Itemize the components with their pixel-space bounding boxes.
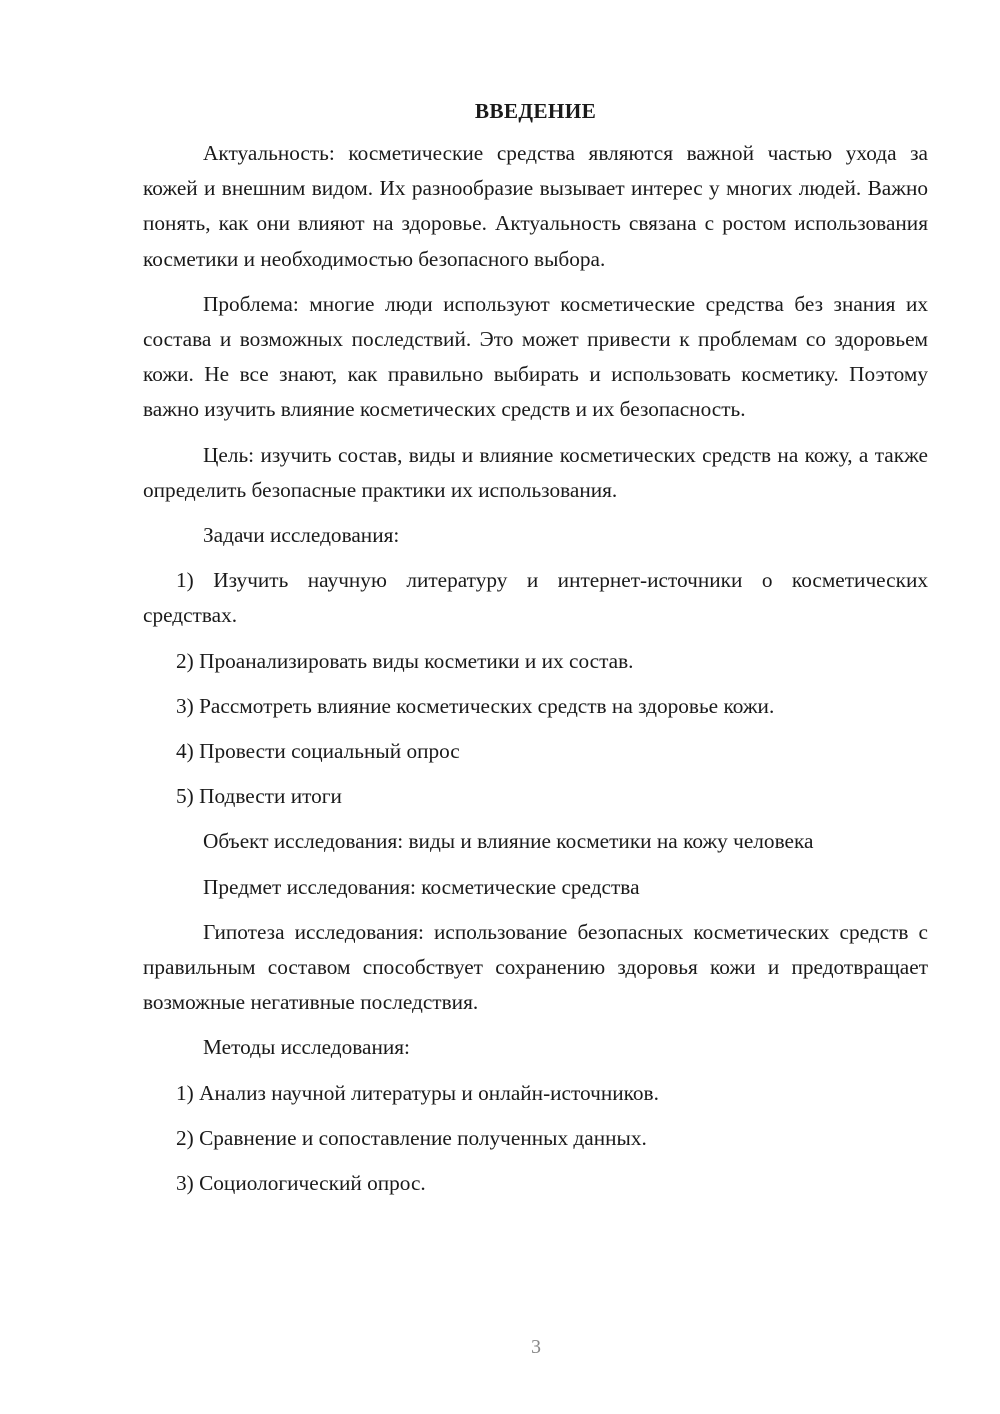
- tasks-heading: Задачи исследования:: [203, 523, 400, 548]
- subject-line: Предмет исследования: косметические средства: [203, 874, 640, 899]
- relevance-paragraph: Актуальность: косметические средства являются важной частью ухода за кожей и внешним видом. Их разнообразие вызывает интерес у многих людей. Важно понять, как они влияют на здоровье. Актуальность связана с ростом использования косметики и необходимостью безопасного выбора.: [143, 141, 928, 271]
- method-item: 2) Сравнение и сопоставление полученных данных.: [176, 1125, 647, 1150]
- task-item: 5) Подвести итоги: [176, 784, 342, 809]
- page-body: [143, 96, 928, 1211]
- task-item: 2) Проанализировать виды косметики и их состав.: [176, 648, 634, 673]
- page-number: 3: [531, 1336, 541, 1358]
- method-item: 1) Анализ научной литературы и онлайн-источников.: [176, 1080, 659, 1105]
- task-item: 4) Провести социальный опрос: [176, 739, 460, 764]
- task-item: 3) Рассмотреть влияние косметических средств на здоровье кожи.: [176, 693, 775, 718]
- methods-heading: Методы исследования:: [203, 1035, 410, 1060]
- object-line: Объект исследования: виды и влияние косметики на кожу человека: [203, 829, 814, 854]
- goal-paragraph: Цель: изучить состав, виды и влияние косметических средств на кожу, а также определить безопасные практики их использования.: [143, 442, 928, 502]
- hypothesis-paragraph: Гипотеза исследования: использование безопасных косметических средств с правильным составом способствует сохранению здоровья кожи и предотвращает возможные негативные последствия.: [143, 919, 928, 1015]
- problem-paragraph: Проблема: многие люди используют косметические средства без знания их состава и возможных последствий. Это может привести к проблемам со здоровьем кожи. Не все знают, как правильно выбирать и использовать косметику. Поэтому важно изучить влияние косметических средств и их безопасность.: [143, 291, 928, 422]
- section-title: ВВЕДЕНИЕ: [474, 99, 597, 123]
- method-item: 3) Социологический опрос.: [176, 1171, 426, 1196]
- task-item: 1) Изучить научную литературу и интернет-источники о косметических средствах.: [143, 568, 928, 628]
